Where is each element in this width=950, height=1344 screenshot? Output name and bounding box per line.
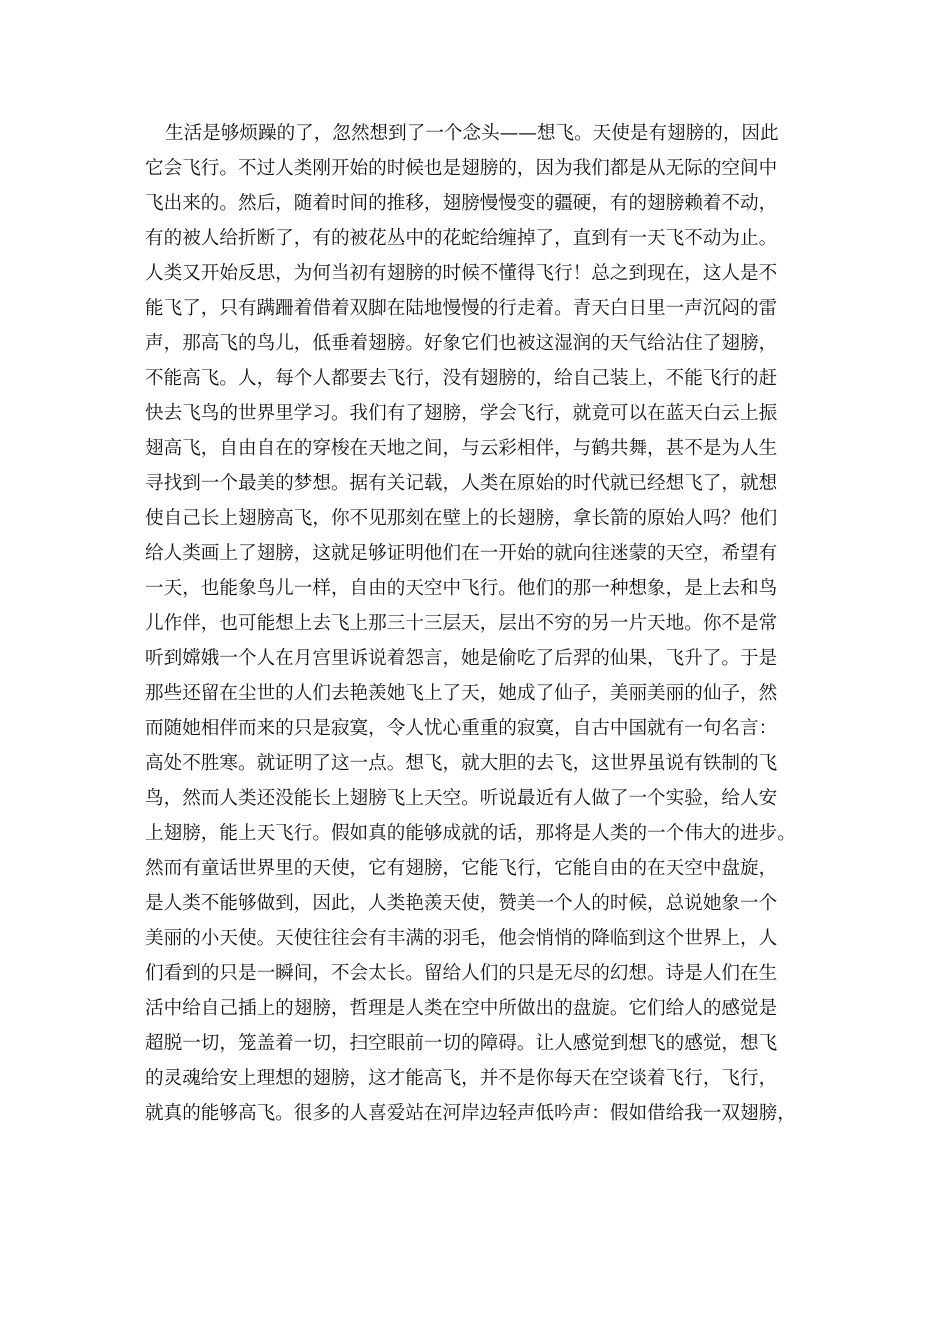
text-line: 超脱一切，笼盖着一切，扫空眼前一切的障碍。让人感觉到想飞的感觉，想飞 — [145, 1033, 778, 1054]
text-line: 就真的能够高飞。很多的人喜爱站在河岸边轻声低吟声：假如借给我一双翅膀， — [145, 1103, 796, 1124]
text-line: 然而有童话世界里的天使，它有翅膀，它能飞行，它能自由的在天空中盘旋， — [145, 858, 778, 879]
text-line: 的灵魂给安上理想的翅膀，这才能高飞，并不是你每天在空谈着飞行，飞行， — [145, 1068, 778, 1089]
text-line: 而随她相伴而来的只是寂寞，令人忧心重重的寂寞，自古中国就有一句名言： — [145, 718, 778, 739]
text-line: 美丽的小天使。天使往往会有丰满的羽毛，他会悄悄的降临到这个世界上，人 — [145, 928, 778, 949]
text-line: 鸟，然而人类还没能长上翅膀飞上天空。听说最近有人做了一个实验，给人安 — [145, 788, 778, 809]
text-line: 们看到的只是一瞬间，不会太长。留给人们的只是无尽的幻想。诗是人们在生 — [145, 963, 778, 984]
text-line: 使自己长上翅膀高飞，你不见那刻在壁上的长翅膀，拿长箭的原始人吗？他们 — [145, 508, 778, 529]
text-line: 翅高飞，自由自在的穿梭在天地之间，与云彩相伴，与鹤共舞，甚不是为人生 — [145, 438, 778, 459]
text-line: 人类又开始反思，为何当初有翅膀的时候不懂得飞行！总之到现在，这人是不 — [145, 263, 778, 284]
text-line: 快去飞鸟的世界里学习。我们有了翅膀，学会飞行，就竟可以在蓝天白云上振 — [145, 403, 778, 424]
text-line: 是人类不能够做到，因此，人类艳羡天使，赞美一个人的时候，总说她象一个 — [145, 893, 778, 914]
text-line: 给人类画上了翅膀，这就足够证明他们在一开始的就向往迷蒙的天空，希望有 — [145, 543, 778, 564]
text-line: 儿作伴，也可能想上去飞上那三十三层天，层出不穷的另一片天地。你不是常 — [145, 613, 778, 634]
text-line: 生活是够烦躁的了，忽然想到了一个念头——想飞。天使是有翅膀的，因此 — [165, 123, 779, 144]
text-line: 活中给自己插上的翅膀，哲理是人类在空中所做出的盘旋。它们给人的感觉是 — [145, 998, 778, 1019]
text-line: 声，那高飞的鸟儿，低垂着翅膀。好象它们也被这湿润的天气给沾住了翅膀， — [145, 333, 778, 354]
text-line: 高处不胜寒。就证明了这一点。想飞，就大胆的去飞，这世界虽说有铁制的飞 — [145, 753, 778, 774]
text-line: 能飞了，只有蹒跚着借着双脚在陆地慢慢的行走着。青天白日里一声沉闷的雷 — [145, 298, 778, 319]
text-line: 一天，也能象鸟儿一样，自由的天空中飞行。他们的那一种想象，是上去和鸟 — [145, 578, 778, 599]
text-line: 上翅膀，能上天飞行。假如真的能够成就的话，那将是人类的一个伟大的进步。 — [145, 823, 796, 844]
text-line: 有的被人给折断了，有的被花丛中的花蛇给缠掉了，直到有一天飞不动为止。 — [145, 228, 778, 249]
text-line: 飞出来的。然后，随着时间的推移，翅膀慢慢变的疆硬，有的翅膀赖着不动， — [145, 193, 778, 214]
text-line: 不能高飞。人，每个人都要去飞行，没有翅膀的，给自己装上，不能飞行的赶 — [145, 368, 778, 389]
text-line: 那些还留在尘世的人们去艳羡她飞上了天，她成了仙子，美丽美丽的仙子，然 — [145, 683, 778, 704]
body-paragraph — [145, 116, 805, 1131]
text-line: 它会飞行。不过人类刚开始的时候也是翅膀的，因为我们都是从无际的空间中 — [145, 158, 778, 179]
text-line: 寻找到一个最美的梦想。据有关记载，人类在原始的时代就已经想飞了，就想 — [145, 473, 778, 494]
text-line: 听到嫦娥一个人在月宫里诉说着怨言，她是偷吃了后羿的仙果，飞升了。于是 — [145, 648, 778, 669]
